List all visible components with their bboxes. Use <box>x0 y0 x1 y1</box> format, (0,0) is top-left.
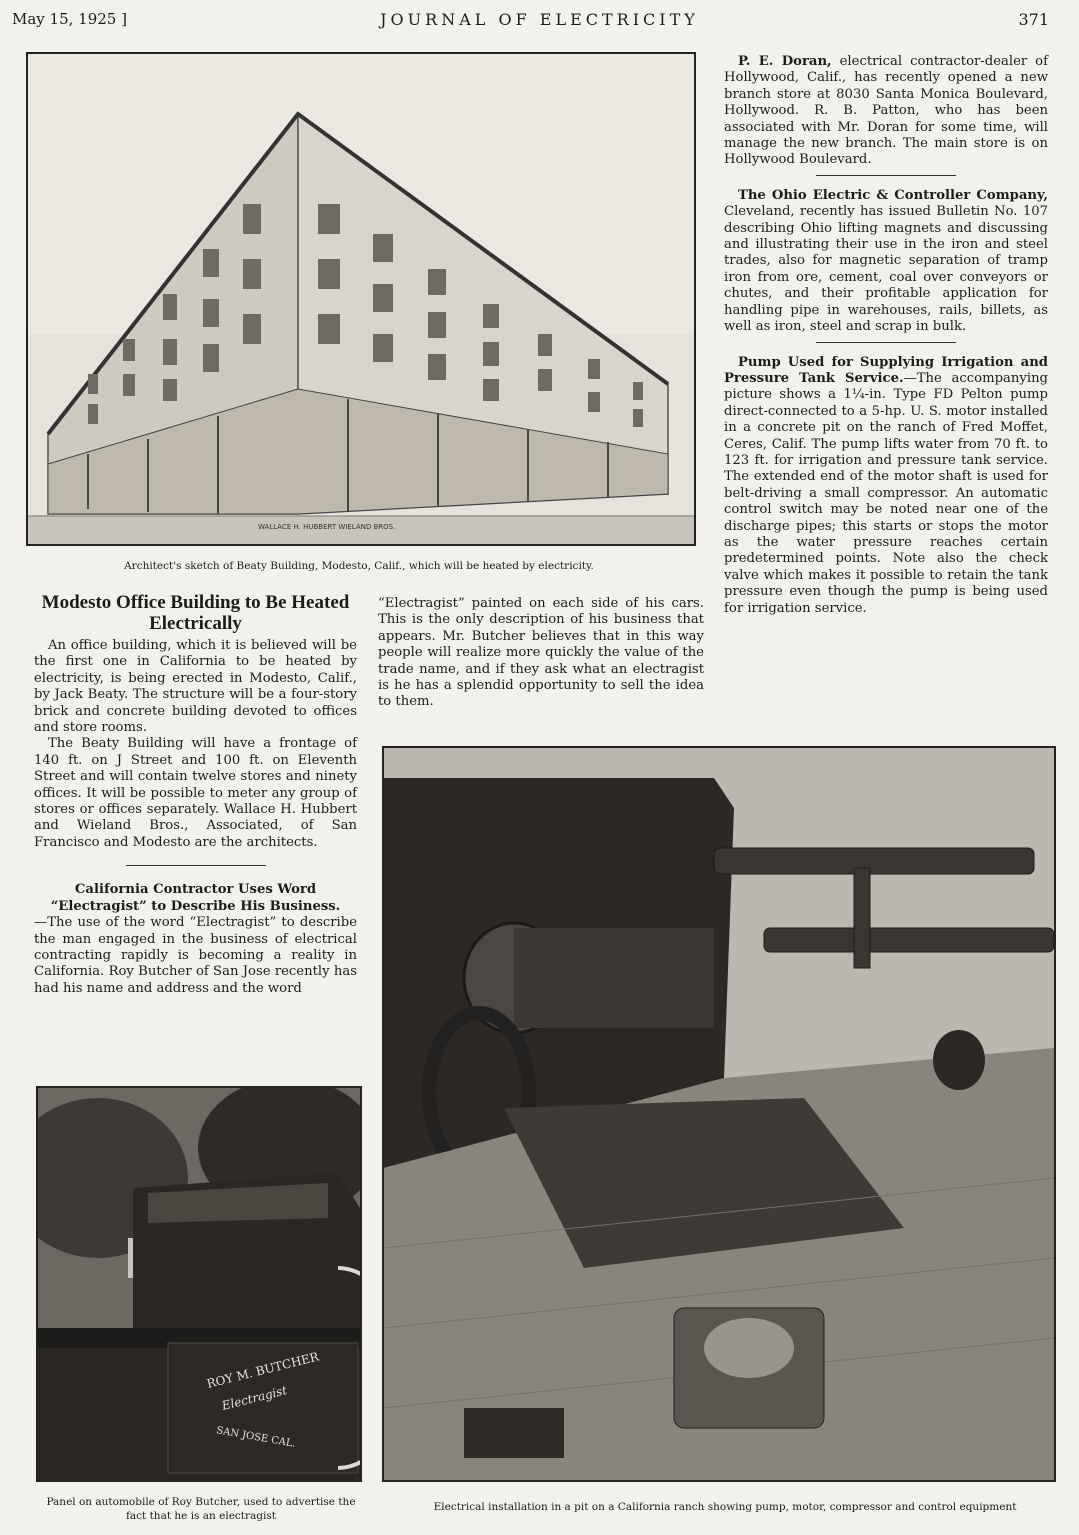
modesto-headline: Modesto Office Building to Be Heated Electrically <box>41 592 350 634</box>
journal-title: JOURNAL OF ELECTRICITY <box>380 10 699 29</box>
door-city: SAN JOSE CAL. <box>215 1425 297 1450</box>
building-caption: Architect's sketch of Beaty Building, Modesto, Calif., which will be heated by electricity. <box>124 560 594 572</box>
door-trade: Electragist <box>220 1383 289 1413</box>
section-divider <box>816 342 956 343</box>
automobile-caption: Panel on automobile of Roy Butcher, used to advertise the fact that he is an electragist <box>46 1496 356 1523</box>
automobile-photo-figure <box>36 1086 362 1482</box>
pump-pit-photo-figure <box>382 746 1056 1482</box>
ohio-lead: The Ohio Electric & Controller Company, <box>738 187 1048 203</box>
issue-date: May 15, 1925 ] <box>12 10 127 28</box>
section-divider <box>816 175 956 176</box>
modesto-paragraph-2: The Beaty Building will have a frontage of 140 ft. on J Street and 100 ft. on Eleventh Street and will contain twelve stores and ninety offices. It will be possible to meter any group of stores or offices separately. Wallace H. Hubbert and Wieland Bros., Associated, of San Francisco and Modesto are the architects. <box>34 736 357 850</box>
door-name: ROY M. BUTCHER <box>205 1349 321 1391</box>
building-sketch-illustration <box>28 54 694 544</box>
column-right <box>724 54 1048 617</box>
electragist-headline: California Contractor Uses Word “Electragist” to Describe His Business. <box>50 882 341 914</box>
pump-pit-photo <box>384 748 1054 1480</box>
automobile-photo <box>38 1088 360 1480</box>
pump-body: —The accompanying picture shows a 1¼-in. Type FD Pelton pump direct-connected to a 5-hp. U. S. motor installed in a concrete pit on the ranch of Fred Moffet, Ceres, Calif. The pump lifts water from 70 ft. to 123 ft. for irrigation and pressure tank service. The extended end of the motor shaft is used for belt-driving a small compressor. An automatic control switch may be noted near one of the discharge pipes; this starts or stops the motor as the water pressure reaches certain predetermined points. Note also the check valve which makes it possible to retain the tank pressure even though the pump is being used for irrigation service. <box>724 370 1049 616</box>
pump-pit-caption: Electrical installation in a pit on a California ranch showing pump, motor, compressor and control equipment <box>433 1501 1017 1513</box>
modesto-paragraph-1: An office building, which it is believed will be the first one in California to be heated by electricity, is being erected in Modesto, Calif., by Jack Beaty. The structure will be a four-story brick and concrete building devoted to offices and store rooms. <box>34 638 357 736</box>
doran-lead: P. E. Doran, <box>738 54 832 69</box>
doran-item <box>724 54 1048 169</box>
architect-signature: WALLACE H. HUBBERT WIELAND BROS. <box>258 523 396 531</box>
column-middle <box>378 596 704 711</box>
ohio-body: Cleveland, recently has issued Bulletin No. 107 describing Ohio lifting magnets and discussing and illustrating their use in the iron and steel trades, also for magnetic separation of tramp iron from ore, cement, coal over conveyors or chutes, and their profitable application for handling pipe in warehouses, rails, billets, as well as iron, steel and scrap in bulk. <box>724 204 1048 335</box>
column-left <box>34 592 357 997</box>
ohio-item <box>724 188 1048 336</box>
page-number: 371 <box>1018 10 1049 29</box>
building-sketch-figure <box>26 52 696 546</box>
electragist-body-part-2: “Electragist” painted on each side of his cars. This is the only description of his business that appears. Mr. Butcher believes that in this way people will realize more quickly the value of the trade name, and if they ask what an electragist is he has a splendid opportunity to sell the idea to them. <box>378 596 704 710</box>
pump-item <box>724 355 1048 618</box>
section-divider <box>126 865 266 866</box>
doran-body: electrical contractor-dealer of Hollywood, Calif., has recently opened a new branch store at 8030 Santa Monica Boulevard, Hollywood. R. B. Patton, who has been associated with Mr. Doran for some time, will manage the new branch. The main store is on Hollywood Boulevard. <box>724 54 1049 168</box>
pump-lead: Pump Used for Supplying Irrigation and Pressure Tank Service. <box>724 354 1048 386</box>
electragist-body-part-1: —The use of the word “Electragist” to describe the man engaged in the business of electrical contracting rapidly is becoming a reality in California. Roy Butcher of San Jose recently has had his name and address and the word <box>34 915 357 996</box>
